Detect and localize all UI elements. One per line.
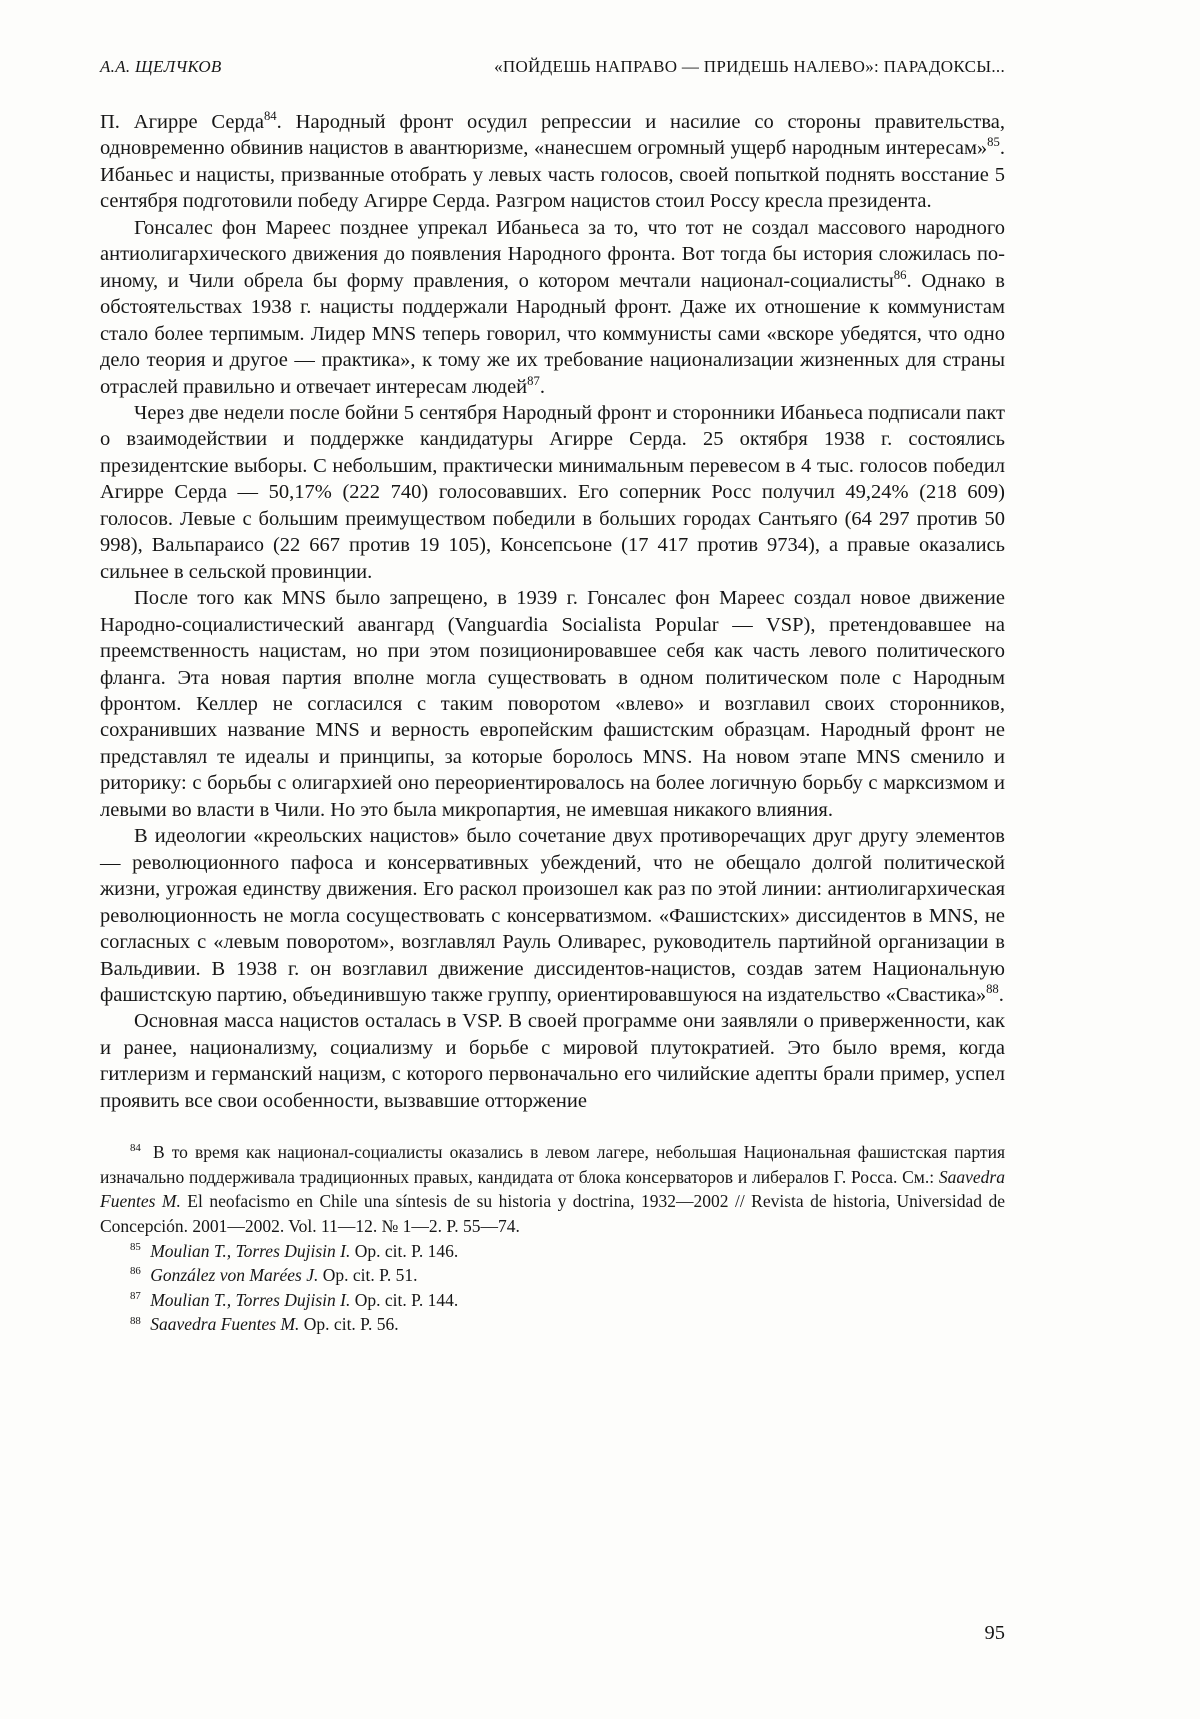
body-text xyxy=(100,109,1005,1114)
paragraph xyxy=(100,400,1005,585)
running-header-author: А.А. ЩЕЛЧКОВ xyxy=(100,57,222,76)
italic-text: González von Marées J. xyxy=(150,1265,319,1286)
footnote-marker: 84 xyxy=(263,109,277,124)
text-run: . Народный фронт осудил репрессии и насилие со стороны правительства, одновременно обвинив нацистов в авантюризме, «нанесшем огромный ущерб народным интересам» xyxy=(100,111,1005,160)
italic-text: Moulian T., Torres Dujisin I. xyxy=(150,1289,351,1310)
paragraph xyxy=(100,109,1005,215)
text-run: Гонсалес фон Мареес позднее упрекал Ибаньеса за то, что тот не создал массового народного антиолигархического движения до появления Народного фронта. Вот тогда бы история сложилась по-иному, и Чили обрела бы форму правления, о котором мечтали национал-социалисты xyxy=(100,216,1005,292)
footnote-number: 85 xyxy=(130,1240,141,1253)
footnote xyxy=(100,1312,1005,1337)
running-header-title: «ПОЙДЕШЬ НАПРАВО — ПРИДЕШЬ НАЛЕВО»: ПАРАДОКСЫ... xyxy=(494,57,1005,76)
text-run: . Ибаньес и нацисты, призванные отобрать у левых часть голосов, своей попыткой поднять восстание 5 сентября подготовили победу Агирре Серда. Разгром нацистов стоил Россу кресла президента. xyxy=(100,137,1005,213)
footnotes xyxy=(100,1140,1005,1337)
footnote xyxy=(100,1140,1005,1238)
footnote xyxy=(100,1239,1005,1264)
footnote-marker: 87 xyxy=(527,373,540,388)
page-number: 95 xyxy=(984,1622,1005,1644)
footnote-marker: 86 xyxy=(893,267,907,282)
text-run: В то время как национал-социалисты оказались в левом лагере, небольшая Национальная фашистская партия изначально поддерживала традиционных правых, кандидата от блока консерваторов и либералов Г. Росса. См.: xyxy=(100,1142,1005,1187)
italic-text: Saavedra Fuentes M. xyxy=(150,1314,300,1335)
text-run: В идеологии «креольских нацистов» было сочетание двух противоречащих друг другу элементов — революционного пафоса и консервативных убеждений, что не обещало долгой политической жизни, угрожая единству движения. Его раскол произошел как раз по этой линии: антиолигархическая революционность не могла сосуществовать с консерватизмом. «Фашистских» диссидентов в MNS, не согласных с «левым поворотом», возглавлял Рауль Оливарес, руководитель партийной организации в Вальдивии. В 1938 г. он возглавил движение диссидентов-нацистов, создав затем Национальную фашистскую партию, объединившую также группу, ориентировавшуюся на издательство «Свастика» xyxy=(100,825,1005,1006)
text-run: . xyxy=(539,375,545,398)
italic-text: Saavedra Fuentes M. xyxy=(100,1166,1005,1212)
text-run: П. Агирре Серда xyxy=(100,111,264,133)
footnote xyxy=(100,1263,1005,1288)
footnote-number: 84 xyxy=(130,1142,141,1155)
text-run: Через две недели после бойни 5 сентября Народный фронт и сторонники Ибаньеса подписали пакт о взаимодействии и поддержке кандидатуры Агирре Серда. 25 октября 1938 г. состоялись президентские выборы. С небольшим, практически минимальным перевесом в 4 тыс. голосов победил Агирре Серда — 50,17% (222 740) голосовавших. Его соперник Росс получил 49,24% (218 609) голосов. Левые с большим преимуществом победили в больших городах Сантьяго (64 297 против 50 998), Вальпараисо (22 667 против 19 105), Консепсьоне (17 417 против 9734), а правые оказались сильнее в сельской провинции. xyxy=(100,401,1005,583)
paragraph xyxy=(100,585,1005,823)
text-run: Op. cit. P. 144. xyxy=(350,1289,459,1310)
footnote-number: 88 xyxy=(130,1314,141,1327)
text-run: После того как MNS было запрещено, в 1939 г. Гонсалес фон Мареес создал новое движение Народно-социалистический авангард (Vanguardia Socialista Popular — VSP), претендовавшее на преемственность нацистам, но при этом позиционировавшее себя как часть левого политического фланга. Эта новая партия вполне могла существовать в одном политическом поле с Народным фронтом. Келлер не согласился с таким поворотом «влево» и возглавил своих сторонников, сохранивших название MNS и верность европейским фашистским образцам. Народный фронт не представлял те идеалы и принципы, за которые боролось MNS. На новом этапе MNS сменило и риторику: с борьбы с олигархией оно переориентировалось на более логичную борьбу с марксизмом и левыми во власти в Чили. Но это была микропартия, не имевшая никакого влияния. xyxy=(100,587,1005,821)
paragraph xyxy=(100,215,1005,400)
footnote xyxy=(100,1288,1005,1313)
text-run: . Однако в обстоятельствах 1938 г. нацисты поддержали Народный фронт. Даже их отношение к коммунистам стало более терпимым. Лидер MNS теперь говорил, что коммунисты сами «вскоре убедятся, что одно дело теория и другое — практика», к тому же их требование национализации жизненных для страны отраслей правильно и отвечает интересам людей xyxy=(100,269,1005,398)
footnote-marker: 88 xyxy=(986,982,999,997)
text-run: Op. cit. P. 51. xyxy=(318,1265,418,1286)
text-run: Op. cit. P. 146. xyxy=(350,1240,459,1261)
footnote-number: 87 xyxy=(130,1289,141,1302)
paragraph xyxy=(100,823,1005,1008)
footnote-marker: 85 xyxy=(987,135,1000,150)
text-run: Op. cit. P. 56. xyxy=(299,1314,399,1335)
running-header xyxy=(100,57,1005,77)
footnote-number: 86 xyxy=(130,1265,141,1278)
text-run: Основная масса нацистов осталась в VSP. В своей программе они заявляли о приверженности, как и ранее, национализму, социализму и борьбе с мировой плутократией. Это было время, когда гитлеризм и германский нацизм, с которого первоначально его чилийские адепты брали пример, успел проявить все свои особенности, вызвавшие отторжение xyxy=(100,1010,1005,1112)
italic-text: Moulian T., Torres Dujisin I. xyxy=(150,1240,351,1261)
paragraph xyxy=(100,1008,1005,1114)
text-run: El neofacismo en Chile una síntesis de su historia y doctrina, 1932—2002 // Revista de historia, Universidad de Concepción. 2001—2002. Vol. 11—12. № 1—2. P. 55—74. xyxy=(100,1191,1005,1236)
text-run: . xyxy=(998,983,1004,1006)
